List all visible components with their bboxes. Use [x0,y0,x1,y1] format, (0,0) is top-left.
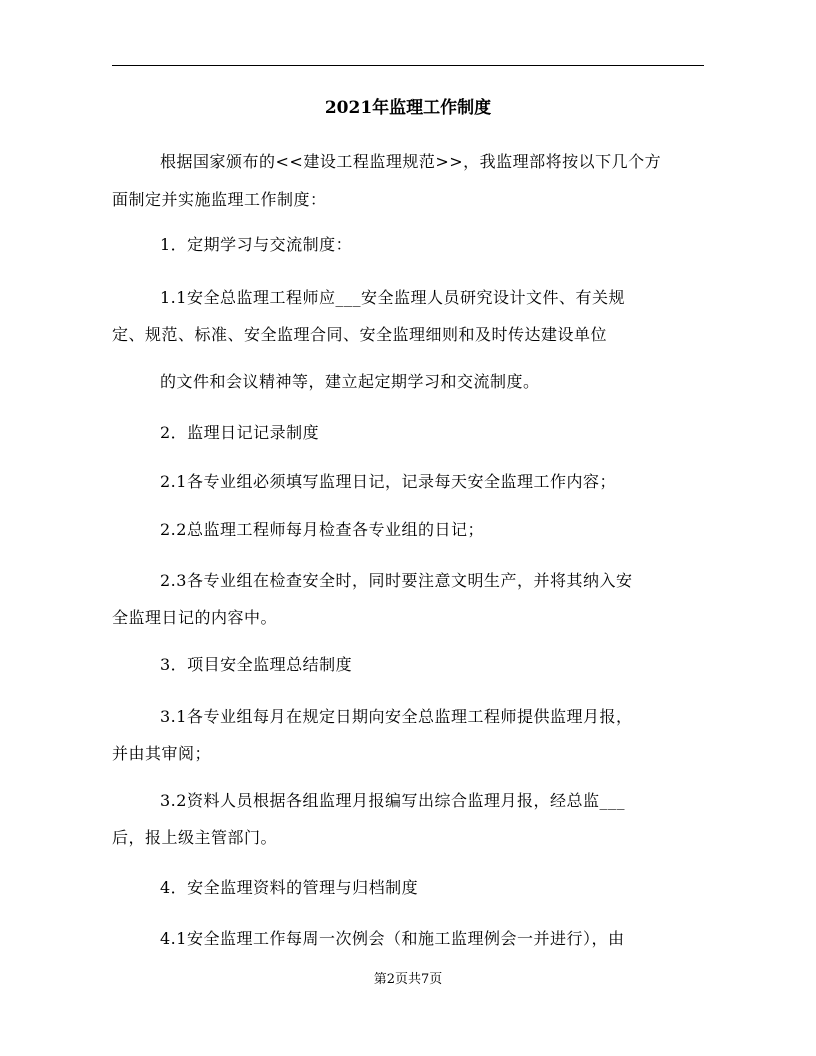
body-line: 1.1安全总监理工程师应___安全监理人员研究设计文件、有关规 [160,288,625,307]
body-line: 4．安全监理资料的管理与归档制度 [160,878,419,897]
body-line: 后，报上级主管部门。 [112,828,278,847]
body-line: 面制定并实施监理工作制度： [112,190,327,209]
header-rule [112,65,704,66]
document-title: 2021年监理工作制度 [324,98,492,118]
body-line: 2.3各专业组在检查安全时，同时要注意文明生产，并将其纳入安 [160,571,633,590]
body-line: 1．定期学习与交流制度： [160,235,353,254]
body-line: 3．项目安全监理总结制度 [160,655,353,674]
page-footer: 第2页共7页 [373,972,443,987]
body-line: 全监理日记的内容中。 [112,608,278,627]
body-line: 的文件和会议精神等，建立起定期学习和交流制度。 [160,372,540,391]
body-line: 2．监理日记记录制度 [160,423,320,442]
body-line: 3.2资料人员根据各组监理月报编写出综合监理月报，经总监___ [160,791,625,810]
body-line: 4.1安全监理工作每周一次例会（和施工监理例会一并进行），由 [160,929,625,948]
body-line: 并由其审阅； [112,744,212,763]
body-line: 2.1各专业组必须填写监理日记，记录每天安全监理工作内容； [160,472,616,491]
body-line: 2.2总监理工程师每月检查各专业组的日记； [160,520,484,539]
body-line: 3.1各专业组每月在规定日期向安全总监理工程师提供监理月报， [160,707,633,726]
body-line: 定、规范、标准、安全监理合同、安全监理细则和及时传达建设单位 [112,325,608,344]
body-line: 根据国家颁布的<<建设工程监理规范>>，我监理部将按以下几个方 [160,152,662,171]
